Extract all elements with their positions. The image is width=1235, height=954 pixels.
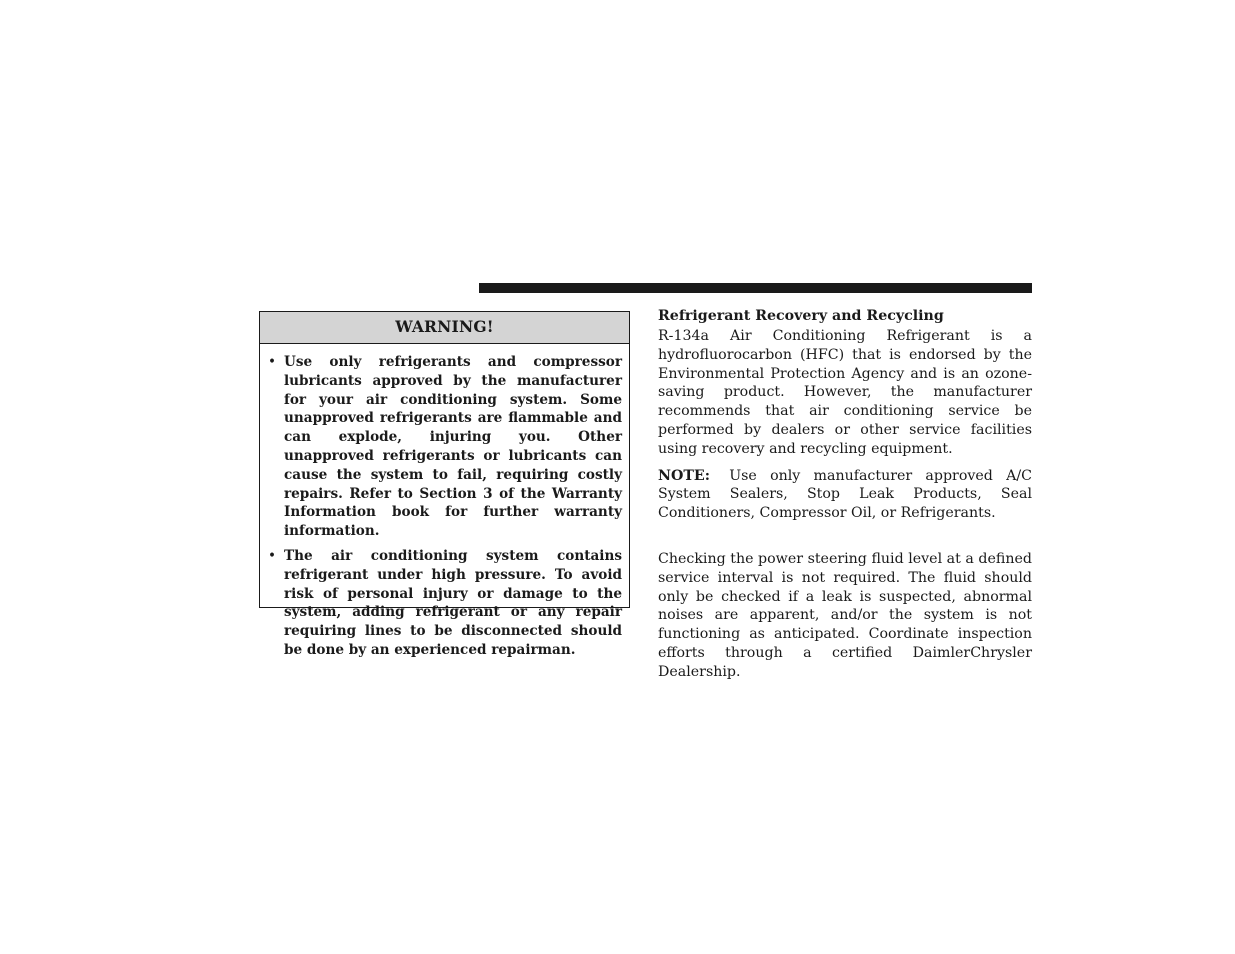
refrigerant-paragraph: R-134a Air Conditioning Refrigerant is a hydrofluorocarbon (HFC) that is endorsed by the Environmental Protection Agency and is an ozone-saving product. However, the manufacturer recommends that air conditioning service be performed by dealers or other service facilities using recovery and recycling equipment. bbox=[658, 328, 1032, 457]
warning-title: WARNING! bbox=[260, 312, 629, 344]
note-paragraph bbox=[658, 467, 1032, 523]
note-text: Use only manufacturer approved A/C System Sealers, Stop Leak Products, Seal Conditioners, Compressor Oil, or Refrigerants. bbox=[658, 467, 1032, 522]
right-column bbox=[658, 306, 1032, 682]
power-steering-paragraph: Checking the power steering fluid level at a defined service interval is not required. The fluid should only be checked if a leak is suspected, abnormal noises are apparent, and/or the system is not functioning as anticipated. Coordinate inspection efforts through a certified DaimlerChrysler Dealership. bbox=[658, 550, 1032, 680]
bullet-icon: • bbox=[268, 354, 277, 370]
refrigerant-heading: Refrigerant Recovery and Recycling bbox=[658, 308, 944, 324]
warning-list bbox=[260, 344, 629, 660]
warning-item bbox=[267, 353, 622, 541]
note-label: NOTE: bbox=[658, 467, 710, 484]
section-divider-bar bbox=[479, 283, 1032, 293]
warning-item bbox=[267, 547, 622, 660]
warning-box bbox=[259, 311, 630, 658]
bullet-icon: • bbox=[268, 547, 277, 564]
warning-item-text: Use only refrigerants and compressor lubricants approved by the manufacturer for your air conditioning system. Some unapproved refrigerants are flammable and can explode, injuring you. Other unapproved refrigerants or lubricants can cause the system to fail, requiring costly repairs. Refer to Section 3 of the Warranty Information book for further warranty information. bbox=[284, 354, 622, 540]
warning-item-text: The air conditioning system contains refrigerant under high pressure. To avoid risk of personal injury or damage to the system, adding refrigerant or any repair requiring lines to be disconnected should be done by an experienced repairman. bbox=[284, 547, 622, 658]
